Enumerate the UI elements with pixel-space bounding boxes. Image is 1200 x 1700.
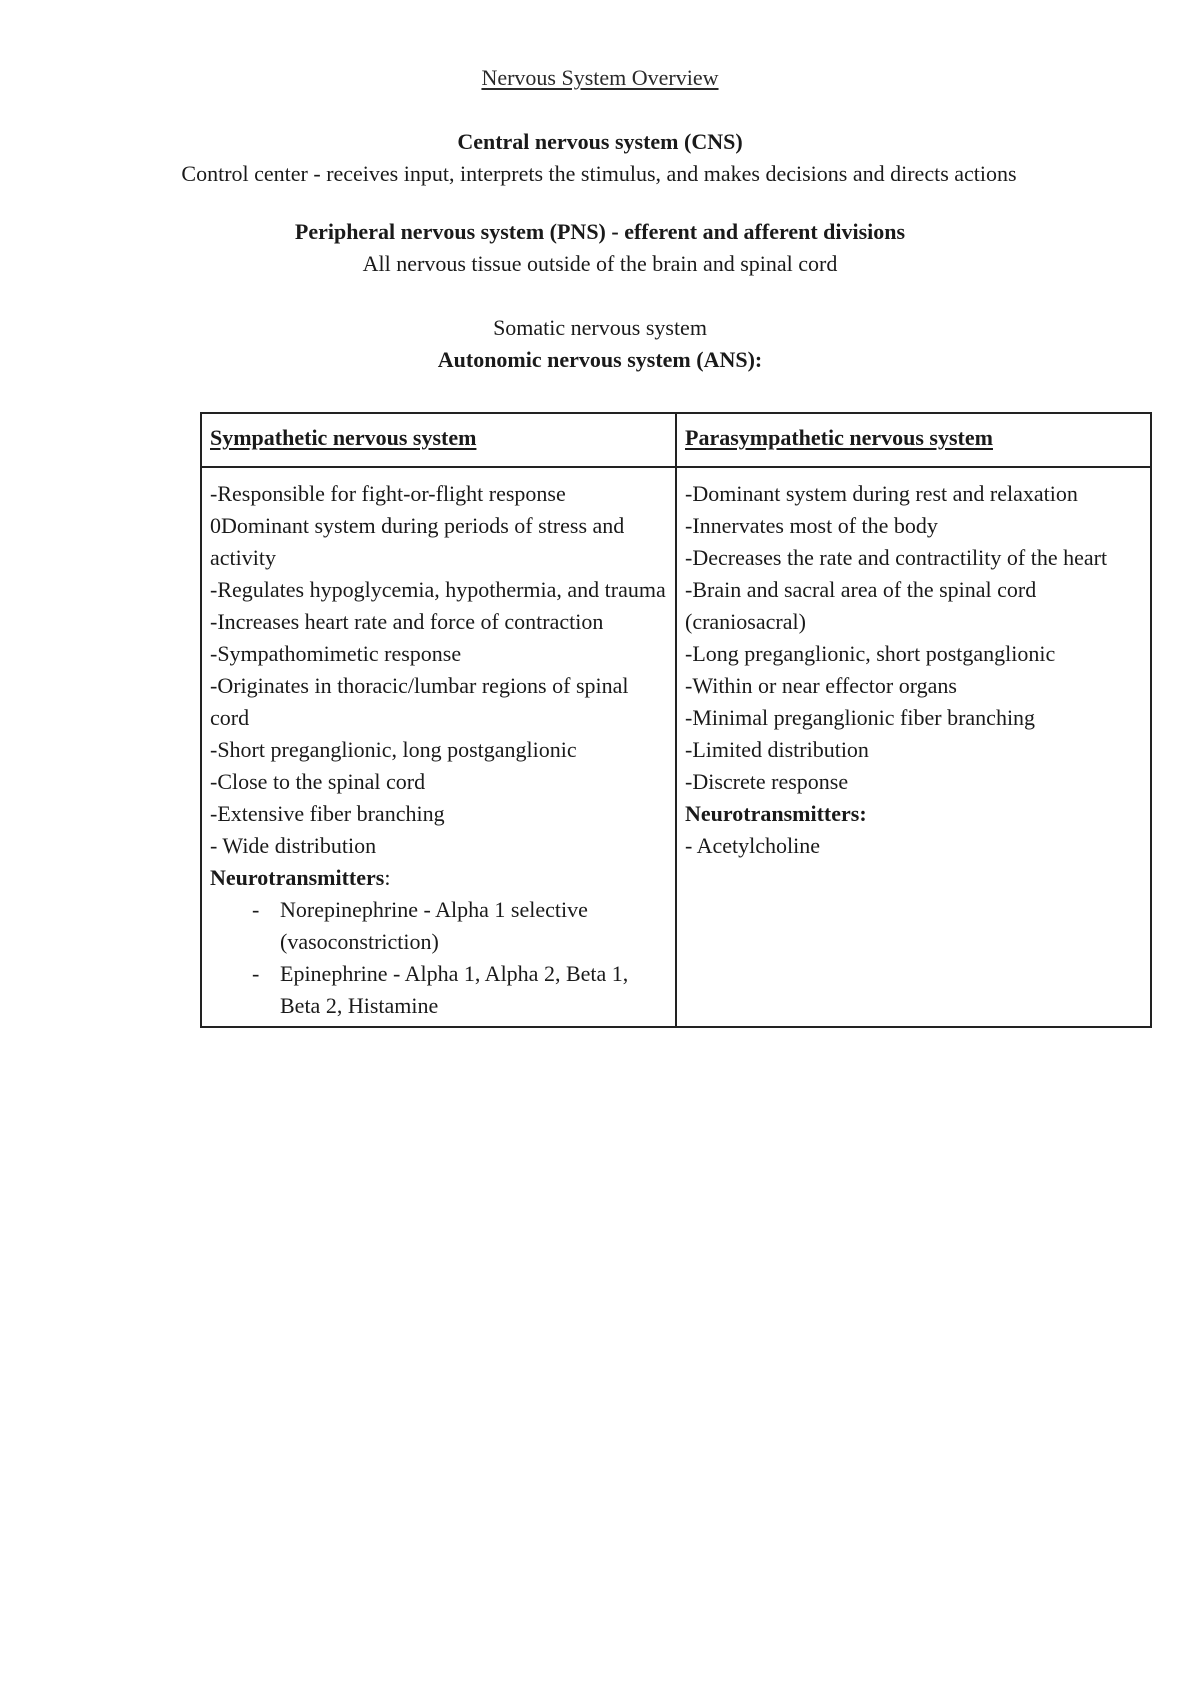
table-body-row [201, 467, 1151, 1027]
list-item [252, 958, 667, 1022]
list-item: -Sympathomimetic response [210, 641, 462, 666]
list-item: -Innervates most of the body [685, 513, 938, 538]
bullet-dash: - [252, 961, 260, 986]
list-item: -Dominant system during rest and relaxation [685, 481, 1078, 506]
list-item: -Discrete response [685, 769, 849, 794]
sympathetic-cell [201, 467, 676, 1027]
page-title: Nervous System Overview [481, 65, 719, 90]
list-item: -Close to the spinal cord [210, 769, 426, 794]
list-item: -Regulates hypoglycemia, hypothermia, and trauma [210, 577, 666, 602]
list-item: -Long preganglionic, short postganglionic [685, 641, 1056, 666]
cns-description: Control center - receives input, interprets the stimulus, and makes decisions and directs actions [181, 161, 1017, 186]
list-item: -Brain and sacral area of the spinal cord (craniosacral) [685, 577, 1037, 634]
list-item: -Limited distribution [685, 737, 869, 762]
list-item: - Wide distribution [210, 833, 377, 858]
table-header-row [201, 413, 1151, 467]
list-item: -Originates in thoracic/lumbar regions of spinal cord [210, 673, 629, 730]
parasympathetic-neurotransmitters-heading: Neurotransmitters: [685, 801, 867, 826]
somatic-nervous-system-label: Somatic nervous system [493, 315, 707, 340]
ans-heading: Autonomic nervous system (ANS): [437, 347, 763, 372]
sympathetic-neurotransmitters-heading [210, 862, 667, 894]
neurotransmitter-text: Norepinephrine - Alpha 1 selective (vasoconstriction) [280, 897, 588, 954]
list-item: -Minimal preganglionic fiber branching [685, 705, 1036, 730]
list-item: -Responsible for fight-or-flight response [210, 481, 566, 506]
neurotransmitters-label: Neurotransmitters [210, 865, 385, 890]
list-item: -Extensive fiber branching [210, 801, 445, 826]
cns-heading: Central nervous system (CNS) [457, 129, 743, 154]
list-item: -Decreases the rate and contractility of the heart [685, 545, 1108, 570]
pns-heading: Peripheral nervous system (PNS) - efferent and afferent divisions [294, 219, 906, 244]
list-item: -Within or near effector organs [685, 673, 957, 698]
list-item: -Short preganglionic, long postganglionic [210, 737, 577, 762]
ans-comparison-table [200, 412, 1152, 1028]
sympathetic-header: Sympathetic nervous system [201, 413, 676, 467]
bullet-dash: - [252, 897, 260, 922]
list-item: 0Dominant system during periods of stress and activity [210, 513, 625, 570]
pns-description: All nervous tissue outside of the brain and spinal cord [362, 251, 838, 276]
list-item: - Acetylcholine [685, 833, 821, 858]
list-item [252, 894, 667, 958]
parasympathetic-header: Parasympathetic nervous system [676, 413, 1151, 467]
parasympathetic-cell [676, 467, 1151, 1027]
sympathetic-neurotransmitter-list [210, 894, 667, 1022]
list-item: -Increases heart rate and force of contraction [210, 609, 604, 634]
neurotransmitters-colon: : [384, 865, 391, 890]
neurotransmitter-text: Epinephrine - Alpha 1, Alpha 2, Beta 1, Beta 2, Histamine [280, 961, 629, 1018]
